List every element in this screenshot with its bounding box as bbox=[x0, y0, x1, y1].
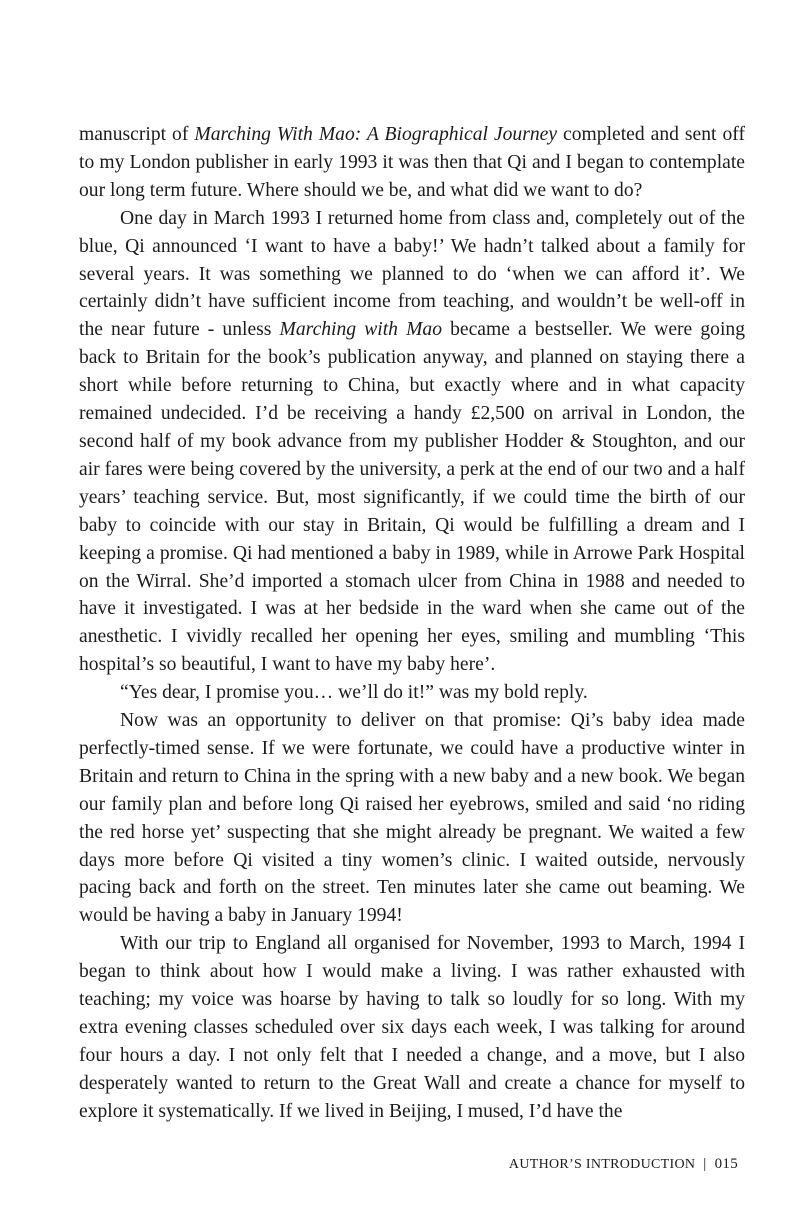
paragraph-2 bbox=[79, 205, 745, 679]
text-segment: With our trip to England all organised for November, 1993 to March, 1994 I began to think about how I would make a living. I was rather exhausted with teaching; my voice was hoarse by having to talk so loudly for so long. With my extra evening classes scheduled over six days each week, I was talking for around four hours a day. I not only felt that I needed a change, and a move, but I also desperately wanted to return to the Great Wall and create a chance for myself to explore it systematically. If we lived in Beijing, I mused, I’d have the bbox=[79, 933, 745, 1122]
text-segment: became a bestseller. We were going back to Britain for the book’s publication anyway, and planned on staying there a short while before returning to China, but exactly where and in what capacity remained undecided. I’d be receiving a handy £2,500 on arrival in London, the second half of my book advance from my publisher Hodder & Stoughton, and our air fares were being covered by the university, a perk at the end of our two and a half years’ teaching service. But, most significantly, if we could time the birth of our baby to coincide with our stay in Britain, Qi would be fulfilling a dream and I keeping a promise. Qi had mentioned a baby in 1989, while in Arrowe Park Hospital on the Wirral. She’d imported a stomach ulcer from China in 1988 and needed to have it investigated. I was at her bedside in the ward when she came out of the anesthetic. I vividly recalled her opening her eyes, smiling and mumbling ‘This hospital’s so beautiful, I want to have my baby here’. bbox=[79, 319, 745, 676]
running-head: AUTHOR’S INTRODUCTION bbox=[508, 1157, 696, 1172]
footer-separator: | bbox=[703, 1156, 707, 1172]
body-text bbox=[79, 121, 745, 1126]
text-segment: Now was an opportunity to deliver on that promise: Qi’s baby idea made perfectly-timed sense. If we were fortunate, we could have a productive winter in Britain and return to China in the spring with a new baby and a new book. We began our family plan and before long Qi raised her eyebrows, smiled and said ‘no riding the red horse yet’ suspecting that she might already be pregnant. We waited a few days more before Qi visited a tiny women’s clinic. I waited outside, nervously pacing back and forth on the street. Ten minutes later she came out beaming. We would be having a baby in January 1994! bbox=[79, 710, 745, 927]
page-footer bbox=[509, 1156, 738, 1173]
paragraph-1 bbox=[79, 121, 745, 205]
paragraph-5 bbox=[79, 930, 745, 1125]
paragraph-3 bbox=[79, 679, 745, 707]
paragraph-4 bbox=[79, 707, 745, 930]
text-segment: “Yes dear, I promise you… we’ll do it!” was my bold reply. bbox=[120, 682, 588, 704]
text-segment: completed and sent off to my London publisher in early 1993 it was then that Qi and I began to contemplate our long term future. Where should we be, and what did we want to do? bbox=[79, 124, 745, 201]
book-title-italic: Marching With Mao: A Biographical Journey bbox=[194, 124, 558, 145]
text-segment: One day in March 1993 I returned home from class and, completely out of the blue, Qi announced ‘I want to have a baby!’ We hadn’t talked about a family for several years. It was something we planned to do ‘when we can afford it’. We certainly didn’t have sufficient income from teaching, and wouldn’t be well-off in the near future - unless bbox=[79, 207, 745, 341]
page-number: 015 bbox=[714, 1156, 738, 1172]
text-segment: manuscript of bbox=[79, 124, 195, 145]
book-title-italic: Marching with Mao bbox=[279, 319, 442, 341]
